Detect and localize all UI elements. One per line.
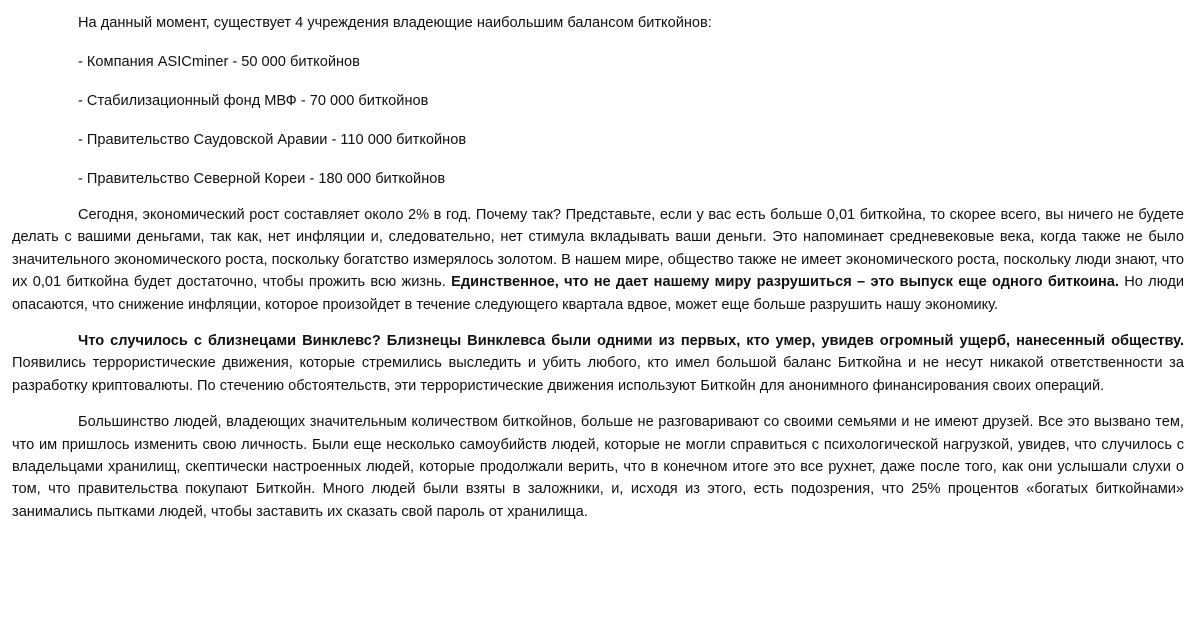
paragraph-text: Сегодня, экономический рост составляет около 2% в год. Почему так? Представьте, если у вас есть больше 0,01 биткойна, то скорее всего, вы ничего не будете делать с вашими деньгами, так как, нет инфляции и, следовательно, нет стимула вкладывать ваши деньги. Это напоминает средневековые века, когда также не было значительного экономического роста, поскольку богатство измерялось золотом. В нашем мире, общество также не имеет экономического роста, поскольку люди знают, что их 0,01 биткойна будет достаточно, чтобы прожить всю жизнь. xyxy=(12,207,1184,291)
paragraph-winklevoss xyxy=(12,330,1184,397)
paragraph-text: Появились террористические движения, которые стремились выследить и убить любого, кто имел большой баланс Биткойна и не несут никакой ответственности за разработку криптовалюты. По стечению обстоятельств, эти террористические движения используют Биткойн для анонимного финансирования своих операций. xyxy=(12,355,1184,394)
list-item: - Стабилизационный фонд МВФ - 70 000 биткойнов xyxy=(78,93,429,109)
list-item: - Правительство Северной Кореи - 180 000 биткойнов xyxy=(78,171,446,187)
paragraph-economy xyxy=(12,204,1184,316)
paragraph-bold-text: Что случилось с близнецами Винклевс? Близнецы Винклевса были одними из первых, кто умер, увидев огромный ущерб, нанесенный обществу. xyxy=(78,333,1184,350)
intro-text: На данный момент, существует 4 учреждения владеющие наибольшим балансом биткойнов: xyxy=(78,15,712,31)
list-item: - Правительство Саудовской Аравии - 110 000 биткойнов xyxy=(78,132,467,148)
paragraph-text: Большинство людей, владеющих значительным количеством биткойнов, больше не разговаривают со своими семьями и не имеют друзей. Все это вызвано тем, что им пришлось изменить свою личность. Были еще несколько самоубийств людей, которые не могли справиться с психологической нагрузкой, увидев, что случилось с владельцами хранилищ, скептически настроенных людей, которые продолжали верить, что в конечном итоге это все рухнет, даже после того, как они услышали слухи о том, что правительства покупают Биткойн. Много людей были взяты в заложники, и, исходя из этого, есть подозрения, что 25% процентов «богатых биткойнами» занимались пытками людей, чтобы заставить их сказать свой пароль от хранилища. xyxy=(12,414,1184,520)
paragraph-bold-text: Единственное, что не дает нашему миру разрушиться – это выпуск еще одного биткоина. xyxy=(451,274,1119,291)
document-body xyxy=(12,0,1184,523)
list-item: - Компания ASICminer - 50 000 биткойнов xyxy=(78,54,360,70)
paragraph-text: Но люди опасаются, что снижение инфляции, которое произойдет в течение следующего квартала вдвое, может еще больше разрушить нашу экономику. xyxy=(12,274,1184,313)
paragraph-people xyxy=(12,411,1184,523)
